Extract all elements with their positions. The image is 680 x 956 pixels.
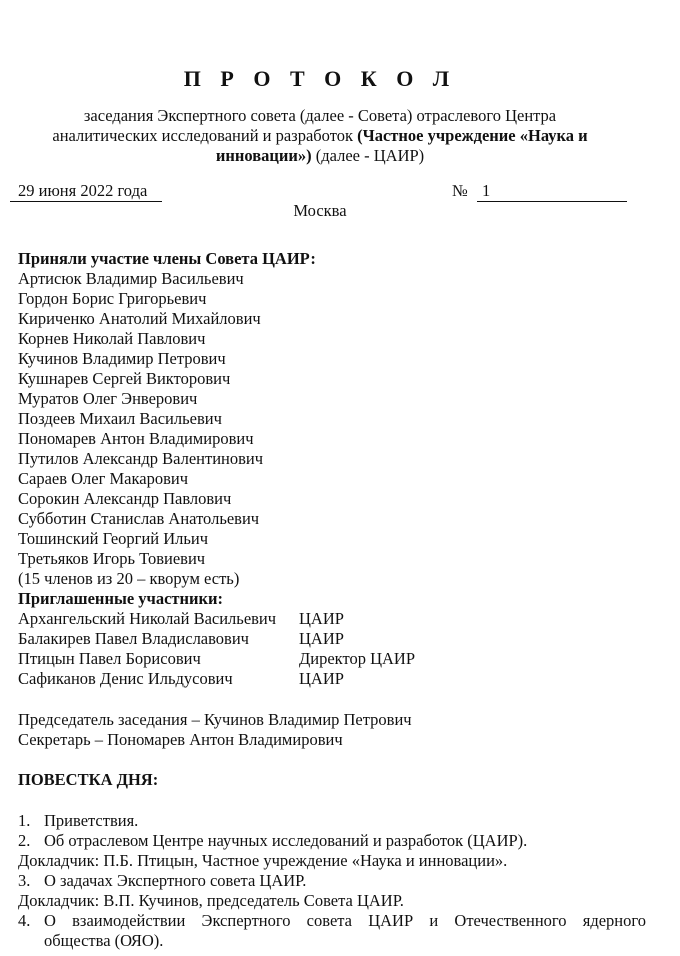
meeting-city: Москва bbox=[293, 201, 347, 220]
agenda-item-number: 2. bbox=[18, 831, 31, 850]
agenda-item-text: Об отраслевом Центре научных исследований и разработок (ЦАИР). bbox=[44, 831, 528, 850]
invited-name: Архангельский Николай Васильевич bbox=[18, 609, 277, 628]
subtitle-line-2-regular: аналитических исследований и разработок bbox=[52, 126, 358, 145]
agenda-item-text-continued: общества (ОЯО). bbox=[44, 931, 164, 950]
meeting-date: 29 июня 2022 года bbox=[10, 181, 162, 202]
number-label: № bbox=[452, 181, 468, 200]
subtitle-line-2 bbox=[20, 126, 620, 146]
agenda-speaker: Докладчик: П.Б. Птицын, Частное учреждение «Наука и инновации». bbox=[18, 851, 508, 870]
invited-row bbox=[18, 669, 344, 689]
invited-row bbox=[18, 629, 344, 649]
member-name: Третьяков Игорь Товиевич bbox=[18, 549, 206, 568]
member-name: Муратов Олег Энверович bbox=[18, 389, 198, 408]
member-name: Сорокин Александр Павлович bbox=[18, 489, 232, 508]
agenda-item-text: О взаимодействии Экспертного совета ЦАИР и Отечественного ядерного bbox=[44, 911, 646, 930]
subtitle-line-3-regular: (далее - ЦАИР) bbox=[311, 146, 425, 165]
agenda-list bbox=[18, 811, 646, 951]
subtitle-line-3-bold: инновации») bbox=[215, 146, 312, 165]
member-name: Путилов Александр Валентинович bbox=[18, 449, 264, 468]
members-heading: Приняли участие члены Совета ЦАИР: bbox=[18, 249, 316, 268]
agenda-item bbox=[18, 871, 646, 891]
invited-name: Балакирев Павел Владиславович bbox=[18, 629, 249, 648]
member-name: Кучинов Владимир Петрович bbox=[18, 349, 226, 368]
officials-section bbox=[18, 710, 412, 750]
member-name: Субботин Станислав Анатольевич bbox=[18, 509, 260, 528]
member-name: Корнев Николай Павлович bbox=[18, 329, 206, 348]
chair-line: Председатель заседания – Кучинов Владимир Петрович bbox=[18, 710, 412, 729]
subtitle-line-3 bbox=[20, 146, 620, 166]
agenda-item-text: Приветствия. bbox=[44, 811, 139, 830]
member-name: Пономарев Антон Владимирович bbox=[18, 429, 254, 448]
member-name: Кушнарев Сергей Викторович bbox=[18, 369, 231, 388]
agenda-item-number: 4. bbox=[18, 911, 31, 930]
document-subtitle bbox=[20, 106, 620, 166]
invited-heading: Приглашенные участники: bbox=[18, 589, 224, 608]
member-name: Гордон Борис Григорьевич bbox=[18, 289, 207, 308]
invited-org: ЦАИР bbox=[299, 629, 344, 648]
invited-row bbox=[18, 609, 344, 629]
invited-org: ЦАИР bbox=[299, 669, 344, 688]
agenda-item-text: О задачах Экспертного совета ЦАИР. bbox=[44, 871, 307, 890]
agenda-item bbox=[18, 831, 646, 851]
quorum-note: (15 членов из 20 – кворум есть) bbox=[18, 569, 240, 588]
agenda-item-number: 1. bbox=[18, 811, 31, 830]
agenda-item bbox=[18, 811, 646, 831]
member-name: Артисюк Владимир Васильевич bbox=[18, 269, 244, 288]
invited-org: ЦАИР bbox=[299, 609, 344, 628]
agenda-item bbox=[18, 911, 646, 951]
agenda-item-number: 3. bbox=[18, 871, 31, 890]
invited-name: Сафиканов Денис Ильдусович bbox=[18, 669, 233, 688]
invited-name: Птицын Павел Борисович bbox=[18, 649, 201, 668]
invited-org: Директор ЦАИР bbox=[299, 649, 415, 668]
agenda-speaker: Докладчик: В.П. Кучинов, председатель Совета ЦАИР. bbox=[18, 891, 404, 910]
invited-row bbox=[18, 649, 415, 669]
member-name: Тошинский Георгий Ильич bbox=[18, 529, 209, 548]
member-name: Сараев Олег Макарович bbox=[18, 469, 189, 488]
members-section bbox=[18, 249, 415, 689]
member-name: Поздеев Михаил Васильевич bbox=[18, 409, 222, 428]
subtitle-line-2-bold: (Частное учреждение «Наука и bbox=[357, 126, 588, 145]
secretary-line: Секретарь – Пономарев Антон Владимирович bbox=[18, 730, 343, 749]
document-title: П Р О Т О К О Л bbox=[183, 66, 457, 91]
agenda-heading: ПОВЕСТКА ДНЯ: bbox=[18, 770, 159, 789]
subtitle-line-1: заседания Экспертного совета (далее - Совета) отраслевого Центра bbox=[83, 106, 557, 125]
member-name: Кириченко Анатолий Михайлович bbox=[18, 309, 261, 328]
protocol-number: 1 bbox=[477, 181, 627, 202]
